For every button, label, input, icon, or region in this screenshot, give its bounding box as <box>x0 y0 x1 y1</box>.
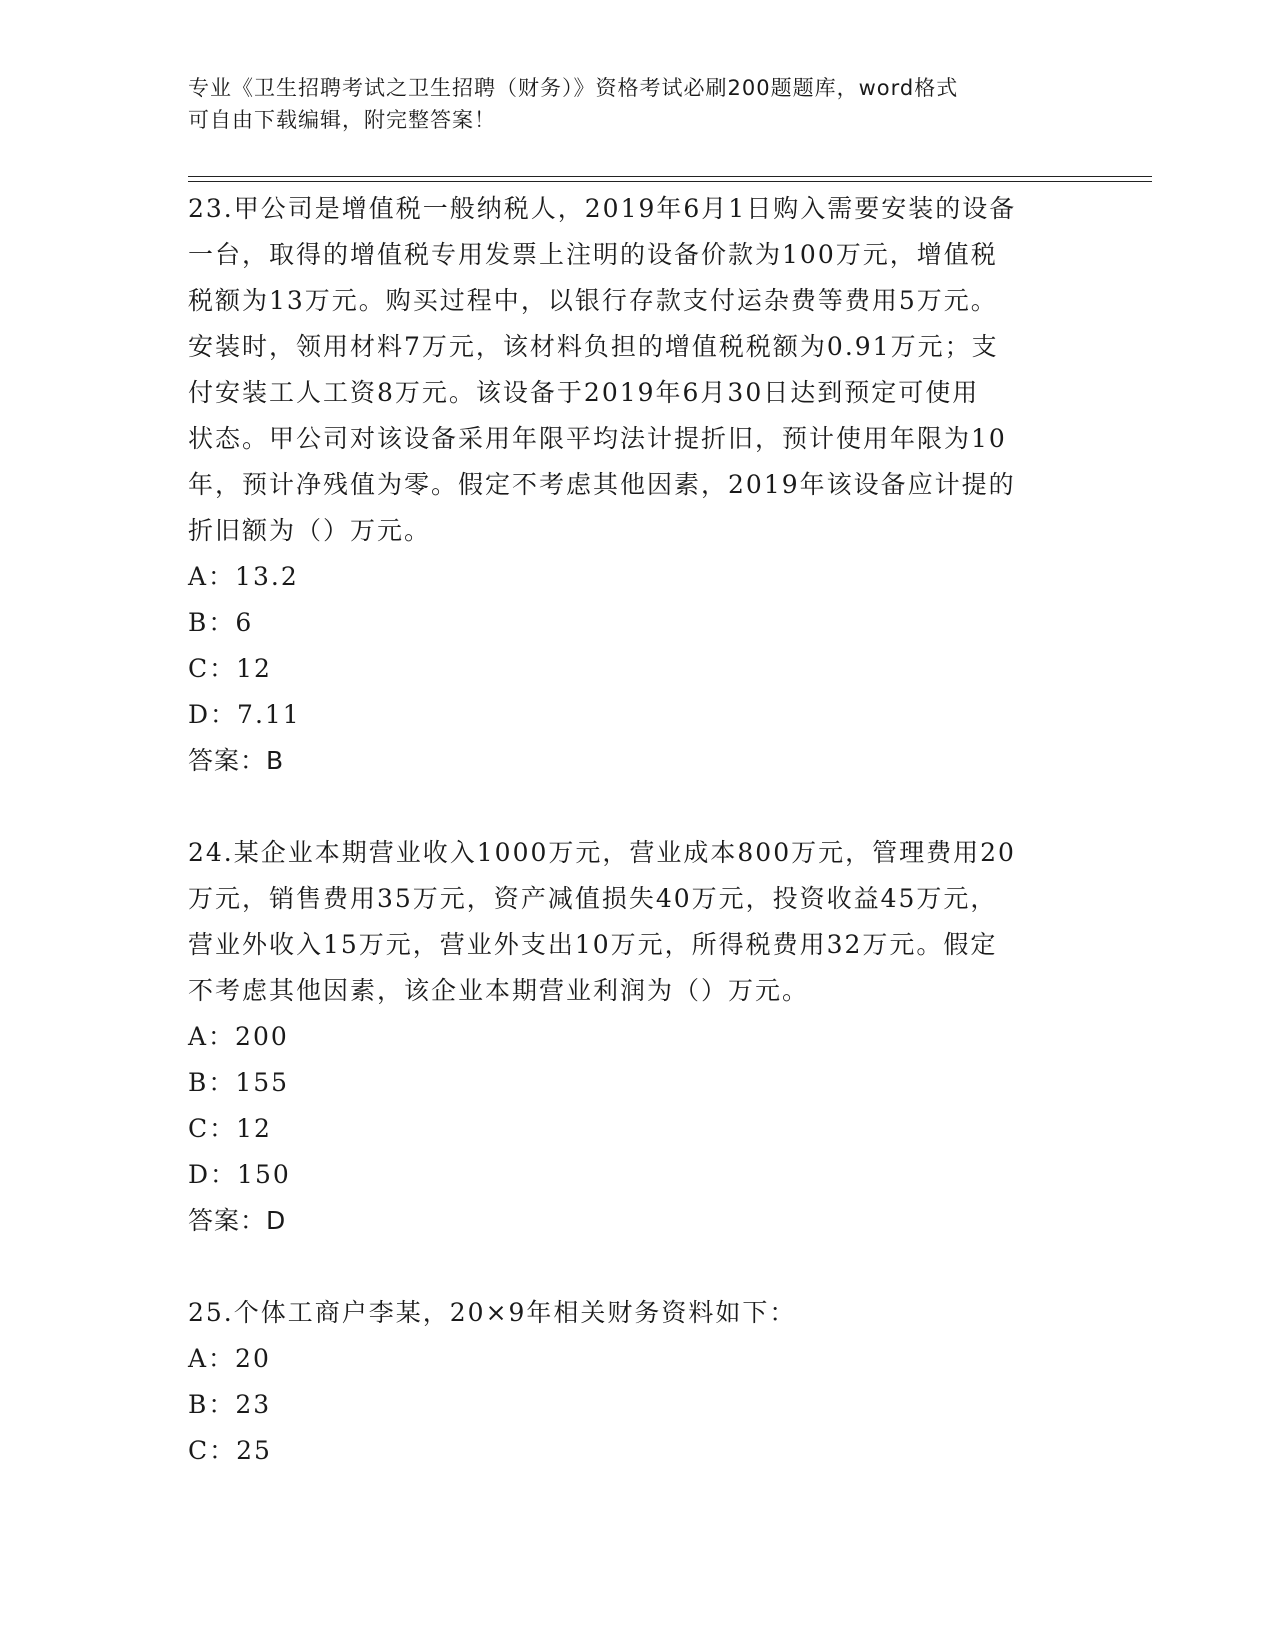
question-text-line: 年，预计净残值为零。假定不考虑其他因素，2019年该设备应计提的 <box>188 470 1016 499</box>
question-text-line: 营业外收入15万元，营业外支出10万元，所得税费用32万元。假定 <box>188 930 998 959</box>
option-d: D：7.11 <box>188 700 301 729</box>
question-text-line: 不考虑其他因素，该企业本期营业利润为（）万元。 <box>188 976 810 1005</box>
question-list <box>188 186 1088 1474</box>
question-text <box>188 1290 1088 1336</box>
question-spacer <box>188 784 1088 830</box>
question-text-line: 一台，取得的增值税专用发票上注明的设备价款为100万元，增值税 <box>188 240 998 269</box>
question-text-line: 万元，销售费用35万元，资产减值损失40万元，投资收益45万元， <box>188 884 998 913</box>
answer-label: 答案：D <box>188 1206 287 1235</box>
question-text-line: 24.某企业本期营业收入1000万元，营业成本800万元，管理费用20 <box>188 838 1016 867</box>
option-c: C：12 <box>188 654 272 683</box>
question-text-line: 23.甲公司是增值税一般纳税人，2019年6月1日购入需要安装的设备 <box>188 194 1017 223</box>
question-text-line: 安装时，领用材料7万元，该材料负担的增值税税额为0.91万元；支 <box>188 332 999 361</box>
question-23 <box>188 186 1088 784</box>
option-b: B：155 <box>188 1068 290 1097</box>
question-text-line: 折旧额为（）万元。 <box>188 516 432 545</box>
question-text-line: 付安装工人工资8万元。该设备于2019年6月30日达到预定可使用 <box>188 378 980 407</box>
answer-label: 答案：B <box>188 746 285 775</box>
header-divider-bottom <box>188 181 1152 182</box>
question-text <box>188 830 1088 1014</box>
option-a: A：13.2 <box>188 562 299 591</box>
option-c: C：25 <box>188 1436 272 1465</box>
header-line-2: 可自由下载编辑，附完整答案！ <box>188 108 496 132</box>
option-d: D：150 <box>188 1160 291 1189</box>
option-a: A：20 <box>188 1344 271 1373</box>
question-text-line: 状态。甲公司对该设备采用年限平均法计提折旧，预计使用年限为10 <box>188 424 1007 453</box>
question-text-line: 25.个体工商户李某，20×9年相关财务资料如下： <box>188 1298 797 1327</box>
question-text <box>188 186 1088 554</box>
document-header <box>188 72 1068 136</box>
option-b: B：23 <box>188 1390 272 1419</box>
option-b: B：6 <box>188 608 254 637</box>
question-spacer <box>188 1244 1088 1290</box>
header-line-1: 专业《卫生招聘考试之卫生招聘（财务）》资格考试必刷200题题库，word格式 <box>188 76 959 100</box>
question-24 <box>188 830 1088 1244</box>
option-c: C：12 <box>188 1114 272 1143</box>
header-divider-top <box>188 176 1152 177</box>
question-25 <box>188 1290 1088 1474</box>
question-text-line: 税额为13万元。购买过程中，以银行存款支付运杂费等费用5万元。 <box>188 286 998 315</box>
option-a: A：200 <box>188 1022 289 1051</box>
